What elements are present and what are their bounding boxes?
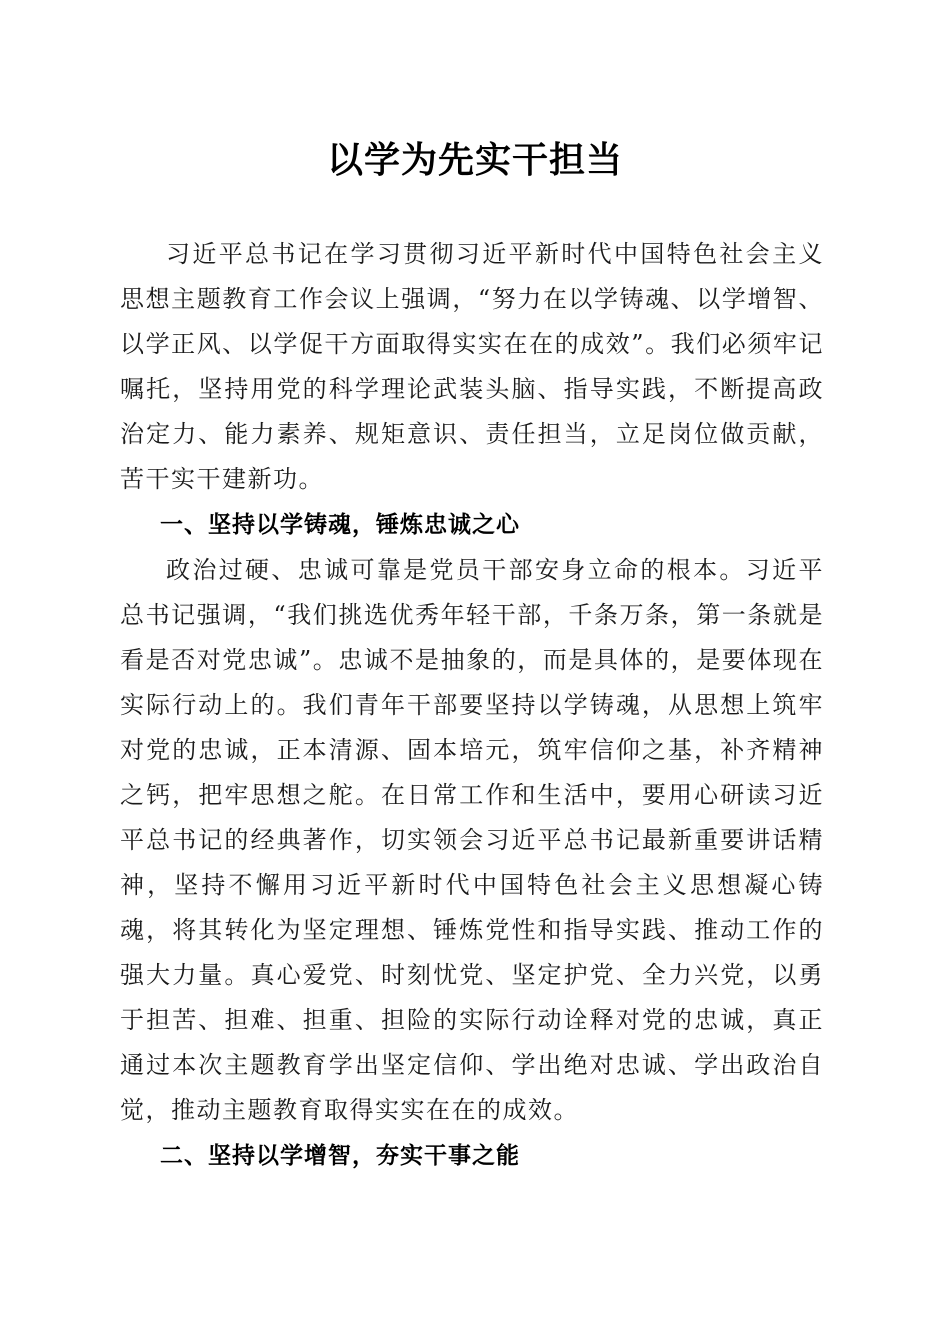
intro-paragraph: 习近平总书记在学习贯彻习近平新时代中国特色社会主义思想主题教育工作会议上强调，“努力在以学铸魂、以学增智、以学正风、以学促干方面取得实实在在的成效”。我们必须牢记嘱托，坚持用党的科学理论武装头脑、指导实践，不断提高政治定力、能力素养、规矩意识、责任担当，立足岗位做贡献，苦干实干建新功。 [120,240,824,493]
document-title: 以学为先实干担当 [326,139,623,181]
document-body [120,232,824,1179]
section-2-heading: 二、坚持以学增智，夯实干事之能 [160,1143,520,1169]
section-1-paragraph: 政治过硬、忠诚可靠是党员干部安身立命的根本。习近平总书记强调，“我们挑选优秀年轻干部，千条万条，第一条就是看是否对党忠诚”。忠诚不是抽象的，而是具体的，是要体现在实际行动上的。我们青年干部要坚持以学铸魂，从思想上筑牢对党的忠诚，正本清源、固本培元，筑牢信仰之基，补齐精神之钙，把牢思想之舵。在日常工作和生活中，要用心研读习近平总书记的经典著作，切实领会习近平总书记最新重要讲话精神，坚持不懈用习近平新时代中国特色社会主义思想凝心铸魂，将其转化为坚定理想、锤炼党性和指导实践、推动工作的强大力量。真心爱党、时刻忧党、坚定护党、全力兴党，以勇于担苦、担难、担重、担险的实际行动诠释对党的忠诚，真正通过本次主题教育学出坚定信仰、学出绝对忠诚、学出政治自觉，推动主题教育取得实实在在的成效。 [120,556,824,1124]
section-1-heading: 一、坚持以学铸魂，锤炼忠诚之心 [160,512,520,538]
